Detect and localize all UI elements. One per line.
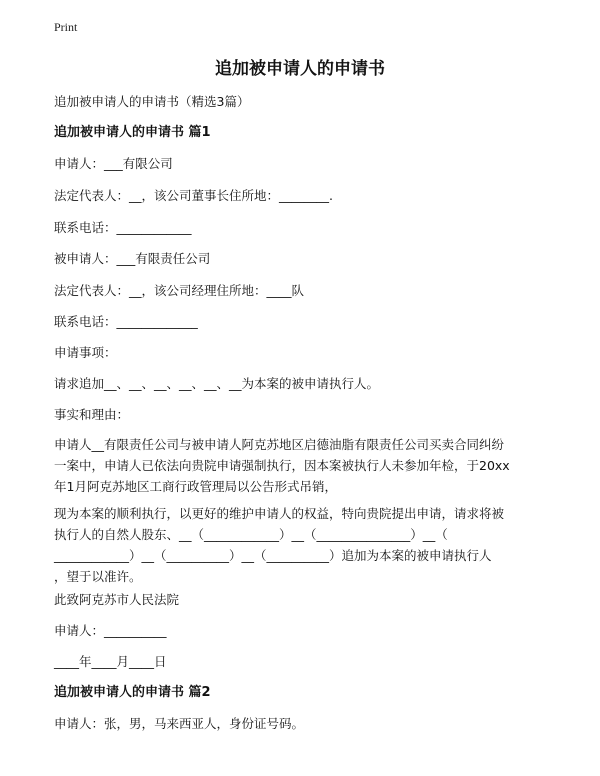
facts-paragraph	[54, 434, 550, 497]
facts-label: 事实和理由：	[54, 407, 130, 422]
document-title: 追加被申请人的申请书	[215, 59, 385, 79]
matters-label: 申请事项：	[54, 345, 117, 360]
facts-line: 一案中，申请人已依法向贵院申请强制执行，因本案被执行人未参加年检，于20xx	[54, 458, 510, 473]
section1-heading: 追加被申请人的申请书 篇1	[54, 125, 211, 140]
section2-applicant-line: 申请人：张，男，马来西亚人，身份证号码。	[54, 716, 305, 731]
reason-line: ，望于以准许。	[54, 569, 142, 584]
respondent-rep-line: 法定代表人：__，该公司经理住所地：____队	[54, 283, 305, 298]
date-line: ____年____月____日	[54, 654, 167, 669]
document-subtitle: 追加被申请人的申请书（精选3篇）	[54, 94, 250, 109]
reason-line: ____________）__（__________）__（__________）追加为本案的被申请执行人	[54, 548, 492, 563]
facts-line: 年1月阿克苏地区工商行政管理局以公告形式吊销，	[54, 479, 337, 494]
phone-line: 联系电话：____________	[54, 220, 192, 235]
reason-line: 现为本案的顺利执行，以更好的维护申请人的权益，特向贵院提出申请，请求将被	[54, 506, 505, 521]
signature-line: 申请人：__________	[54, 623, 167, 638]
respondent-line: 被申请人：___有限责任公司	[54, 251, 211, 266]
section2-heading: 追加被申请人的申请书 篇2	[54, 685, 211, 700]
reason-paragraph	[54, 503, 550, 587]
request-line: 请求追加__、__、__、__、__、__为本案的被申请执行人。	[54, 376, 380, 391]
respondent-phone-line: 联系电话：_____________	[54, 314, 198, 329]
legal-rep-line: 法定代表人：__，该公司董事长住所地：________.	[54, 188, 333, 203]
court-line: 此致阿克苏市人民法院	[54, 592, 180, 607]
facts-line: 申请人__有限责任公司与被申请人阿克苏地区启德油脂有限责任公司买卖合同纠纷	[54, 437, 505, 452]
reason-line: 执行人的自然人股东、__（____________）__（_______________）__（	[54, 527, 448, 542]
applicant-line: 申请人：___有限公司	[54, 156, 173, 171]
print-link[interactable]: Print	[54, 20, 78, 34]
